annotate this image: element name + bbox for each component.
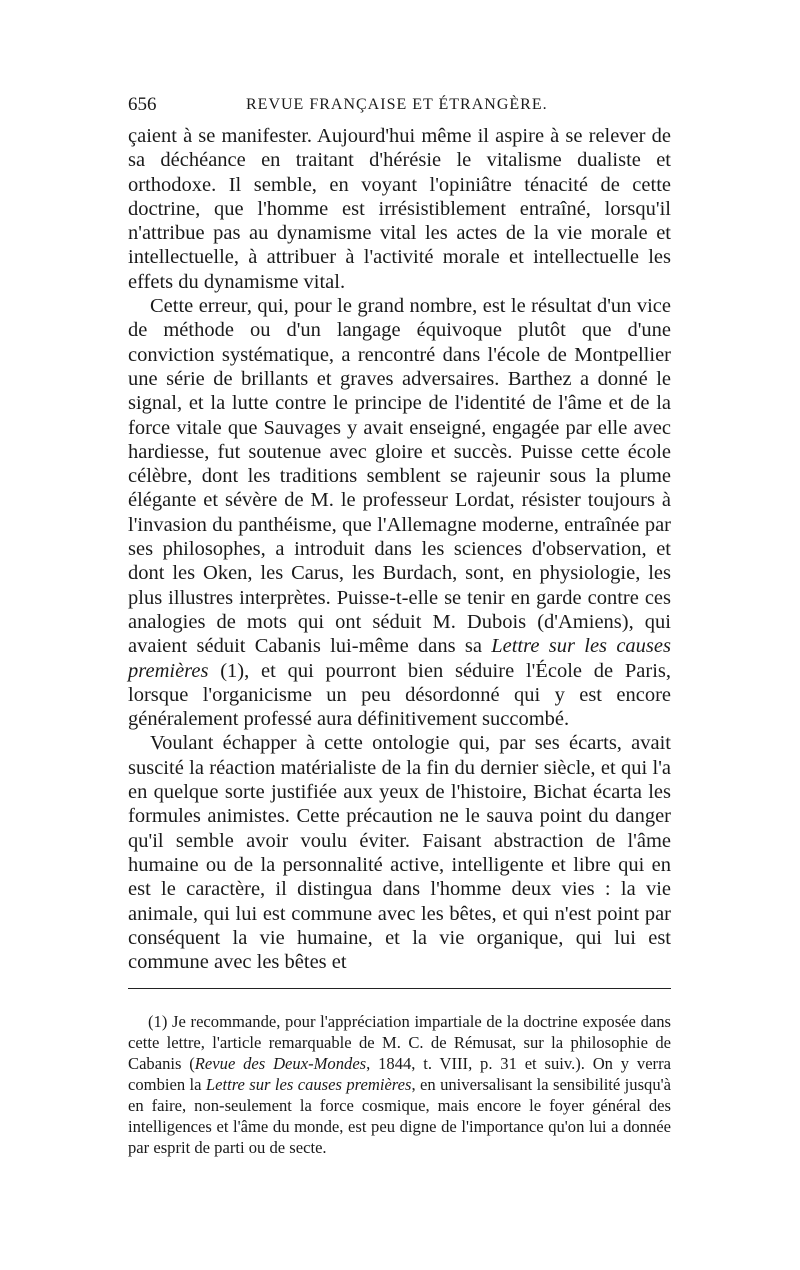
- footnote: [128, 1011, 671, 1158]
- running-head: [128, 94, 671, 124]
- body-text: [128, 124, 671, 974]
- paragraph-2-work-title: Lettre sur les causes premières: [128, 635, 671, 682]
- footnote-text-1: (1) Je recommande, pour l'appréciation impartiale de la doctrine exposée dans cette lettre, l'article remarquable de M. C. de Rémusat, sur la philosophie de Cabanis (: [128, 1012, 671, 1074]
- paragraph-2-text-b: (1), et qui pourront bien séduire l'École de Paris, lorsque l'organicisme un peu désordonné qui y est encore généralement professé aura définitivement succombé.: [128, 659, 671, 731]
- footnote-text-2: , 1844, t. VIII, p. 31 et suiv.). On y verra combien la: [128, 1054, 671, 1095]
- paragraph-3: Voulant échapper à cette ontologie qui, par ses écarts, avait suscité la réaction matérialiste de la fin du dernier siècle, et qui l'a en quelque sorte justifiée aux yeux de l'histoire, Bichat écarta les formules animistes. Cette précaution ne le sauva point du danger qu'il semble avoir voulu éviter. Faisant abstraction de l'âme humaine ou de la personnalité active, intelligente et libre qui en est le caractère, il distingua dans l'homme deux vies : la vie animale, qui lui est commune avec les bêtes, et qui n'est point par conséquent la vie humaine, et la vie organique, qui lui est commune avec les bêtes et: [128, 732, 671, 974]
- journal-title: REVUE FRANÇAISE ET ÉTRANGÈRE.: [246, 96, 548, 113]
- paragraph-1: çaient à se manifester. Aujourd'hui même il aspire à se relever de sa déchéance en traitant d'hérésie le vitalisme dualiste et orthodoxe. Il semble, en voyant l'opiniâtre ténacité de cette doctrine, que l'homme est irrésistiblement entraîné, lorsqu'il n'attribue pas au dynamisme vital les actes de la vie morale et intellectuelle, à attribuer à l'activité morale et intellectuelle les effets du dynamisme vital.: [128, 125, 671, 293]
- footnote-rule: [128, 988, 671, 989]
- footnote-text-3: , en universalisant la sensibilité jusqu'à en faire, non-seulement la force cosmique, mais encore le foyer général des intelligences et l'âme du monde, est peu digne de l'importance qu'on lui a donnée par esprit de parti ou de secte.: [128, 1075, 671, 1158]
- paragraph-2: [128, 294, 671, 731]
- footnote-source: Revue des Deux-Mondes: [194, 1054, 367, 1074]
- footnote-work-title: Lettre sur les causes premières: [205, 1075, 412, 1095]
- page-number: 656: [128, 94, 157, 115]
- book-page: [128, 94, 671, 1175]
- paragraph-2-text-a: Cette erreur, qui, pour le grand nombre, est le résultat d'un vice de méthode ou d'un langage équivoque plutôt que d'une conviction systématique, a rencontré dans l'école de Montpellier une série de brillants et graves adversaires. Barthez a donné le signal, et la lutte contre le principe de l'identité de l'âme et de la force vitale que Sauvages y avait enseigné, engagée par elle avec hardiesse, fut soutenue avec gloire et succès. Puisse cette école célèbre, dont les traditions semblent se rajeunir sous la plume élégante et sévère de M. le professeur Lordat, résister toujours à l'invasion du panthéisme, que l'Allemagne moderne, entraînée par ses philosophes, a introduit dans les sciences d'observation, et dont les Oken, les Carus, les Burdach, sont, en physiologie, les plus illustres interprètes. Puisse-t-elle se tenir en garde contre ces analogies de mots qui ont séduit M. Dubois (d'Amiens), qui avaient séduit Cabanis lui-même dans sa: [128, 295, 671, 658]
